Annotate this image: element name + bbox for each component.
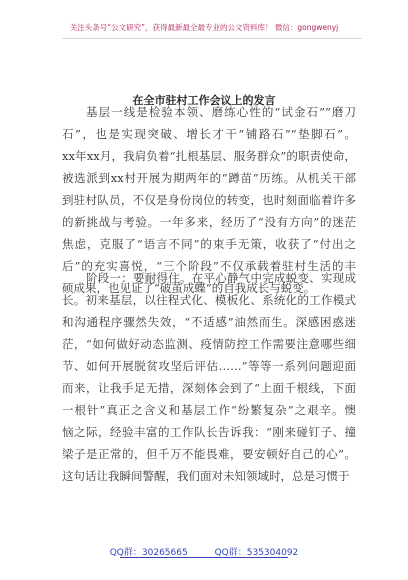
paragraph-line: 节、如何开展脱贫攻坚后评估……”等等一系列问题迎面 bbox=[62, 359, 356, 373]
paragraph-line: 和沟通程序骤然失效，“不适感”油然而生。深感困惑迷 bbox=[62, 315, 356, 329]
paragraph-line: 石”，也是实现突破、增长才干“铺路石”“垫脚石”。 bbox=[62, 127, 356, 141]
document-title: 在全市驻村工作会议上的发言 bbox=[132, 94, 276, 107]
paragraph-line: 到驻村队员，不仅是身份岗位的转变，也时刻面临着许多 bbox=[62, 193, 356, 207]
paragraph-line: 焦虑，克服了“语言不同”的束手无策，收获了“付出之 bbox=[62, 237, 356, 251]
paragraph-line: 茫，“如何做好动态监测、疫情防控工作需要注意哪些细 bbox=[62, 337, 356, 351]
paragraph-line: 恼之际，经验丰富的工作队长告诉我：“刚来碰钉子、撞 bbox=[62, 425, 356, 439]
paragraph-line: 被选派到xx村开展为期两年的“蹲苗”历练。从机关干部 bbox=[62, 171, 356, 185]
qq-group-1: QQ群：30265665 bbox=[109, 548, 188, 558]
paragraph-line: 阶段一：要耐得住。在平心静气中完成蜕变、实现成 bbox=[86, 271, 356, 285]
paragraph-line: xx年xx月，我肩负着“扎根基层、服务群众”的职责使命， bbox=[62, 149, 356, 163]
paragraph-line: 这句话让我瞬间警醒，我们面对未知领域时，总是习惯于 bbox=[62, 469, 350, 483]
header-divider bbox=[62, 38, 362, 39]
qq-group-2: QQ群：535304092 bbox=[214, 548, 299, 558]
paragraph-line: 而来，让我手足无措，深刻体会到了“上面千根线，下面 bbox=[62, 381, 356, 395]
paragraph-line: 梁子是正常的，但千万不能畏难，要安顿好自己的心”。 bbox=[62, 447, 356, 461]
paragraph-line: 一根针”真正之含义和基层工作“纷繁复杂”之艰辛。懊 bbox=[62, 403, 356, 417]
paragraph-line: 的新挑战与考验。一年多来，经历了“没有方向”的迷茫 bbox=[62, 215, 356, 229]
header-banner: 关注头条号“公文研究”，获得最新最全最专业的公文资料库！ 微信：gongwenyj bbox=[69, 23, 339, 32]
paragraph-line: 硕成果，也见证了“破茧成蝶”的自我成长与蜕变。 bbox=[62, 281, 316, 295]
footer-divider bbox=[120, 557, 288, 558]
paragraph-line: 后”的充实喜悦，“三个阶段”不仅承载着驻村生活的丰 bbox=[62, 259, 356, 273]
paragraph-line: 基层一线是检验本领、磨练心性的“试金石”“磨刀 bbox=[86, 105, 356, 119]
paragraph-line: 长。初来基层，以往程式化、模板化、系统化的工作模式 bbox=[62, 293, 356, 307]
